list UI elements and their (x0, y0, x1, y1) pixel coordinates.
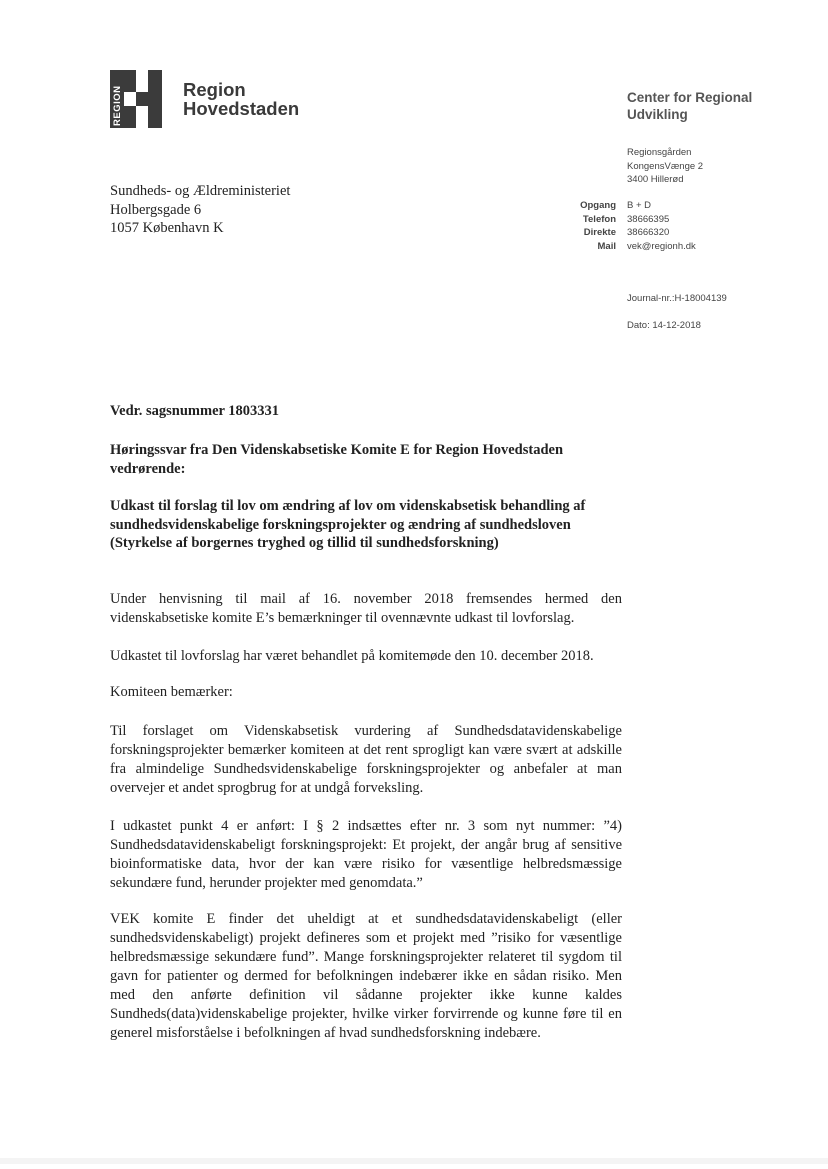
letter-date: Dato: 14-12-2018 (627, 320, 701, 331)
case-reference: Vedr. sagsnummer 1803331 (110, 403, 280, 419)
address-line: Regionsgården (627, 147, 692, 158)
sender-department (627, 89, 752, 123)
contact-label: Mail (597, 240, 616, 252)
contact-row (540, 199, 696, 213)
body-paragraph-2: Udkastet til lovforslag har været behandlet på komitemøde den 10. december 2018. (110, 648, 594, 664)
contact-value: B + D (627, 200, 652, 211)
address-line: KongensVænge 2 (627, 160, 704, 172)
contact-value: 38666395 (627, 213, 670, 225)
contact-row (540, 213, 696, 227)
body-paragraph-1: Under henvisning til mail af 16. november 2018 fremsendes hermed den videnskabsetiske komite E’s bemærkninger til ovennævnte udkast til lovforslag. (110, 591, 622, 626)
sender-address (627, 146, 703, 187)
address-line: 3400 Hillerød (627, 174, 684, 185)
center-line1: Center for Regional (627, 90, 753, 105)
recipient-line: Sundheds- og Ældreministeriet (110, 183, 291, 199)
region-hovedstaden-logo-icon (110, 70, 166, 128)
sender-contacts (540, 199, 696, 253)
bill-title: Udkast til forslag til lov om ændring af lov om videnskabsetisk behandling af sundhedsvidenskabelige forskningsprojekter og ændring af sundhedsloven (Styrkelse af borgernes tryghed og tillid til sundhedsforskning) (110, 498, 586, 551)
consultation-heading: Høringssvar fra Den Videnskabsetiske Komite E for Region Hovedstaden vedrørende: (110, 442, 564, 477)
journal-number: Journal-nr.:H-18004139 (627, 293, 727, 304)
logo-wordmark (183, 80, 299, 118)
recipient-address (110, 182, 290, 238)
recipient-line: 1057 København K (110, 220, 224, 236)
logo-emblem-text: REGION (112, 85, 123, 126)
contact-row (540, 226, 696, 240)
contact-row (540, 240, 696, 254)
contact-label: Opgang (580, 200, 616, 211)
contact-label: Direkte (583, 227, 616, 238)
body-paragraph-4: Til forslaget om Videnskabsetisk vurdering af Sundhedsdatavidenskabelige forskningsprojekter bemærker komiteen at det rent sprogligt kan være svært at adskille fra almindelige Sundhedsvidenskabelige forskningsprojekter og anbefaler at man overvejer et andet sprogbrug for at undgå forveksling. (110, 723, 622, 796)
contact-value: 38666320 (627, 227, 670, 238)
center-line2: Udvikling (627, 107, 688, 122)
contact-value-email: vek@regionh.dk (627, 240, 696, 252)
logo-line1: Region (183, 79, 246, 100)
scan-edge-divider (0, 1158, 828, 1164)
recipient-line: Holbergsgade 6 (110, 201, 202, 218)
logo-line2: Hovedstaden (183, 98, 300, 119)
body-paragraph-6: VEK komite E finder det uheldigt at et sundhedsdatavidenskabeligt (eller sundhedsvidenskabeligt) projekt defineres som et projekt med ”risiko for væsentlige helbredsmæssige sekundære fund”. Mange forskningsprojekter relateret til sygdom til gavn for patienter og dermed for befolkningen indebærer ikke en sådan risiko. Men med den anførte definition vil sådanne projekter ikke kunne kaldes Sundheds(data)videnskabelige projekter, hvilke virker forvirrende og kunne føre til en generel misforståelse i befolkningen af hvad sundhedsforskning indebære. (110, 911, 622, 1041)
body-paragraph-5: I udkastet punkt 4 er anført: I § 2 indsættes efter nr. 3 som nyt nummer: ”4) Sundhedsdatavidenskabeligt forskningsprojekt: Et projekt, der angår brug af sensitive bioinformatiske data, hvor der kan være risiko for væsentlige helbredsmæssige sekundære fund, herunder projekter med genomdata.” (110, 818, 622, 891)
contact-label: Telefon (582, 213, 616, 225)
body-paragraph-3: Komiteen bemærker: (110, 684, 233, 700)
